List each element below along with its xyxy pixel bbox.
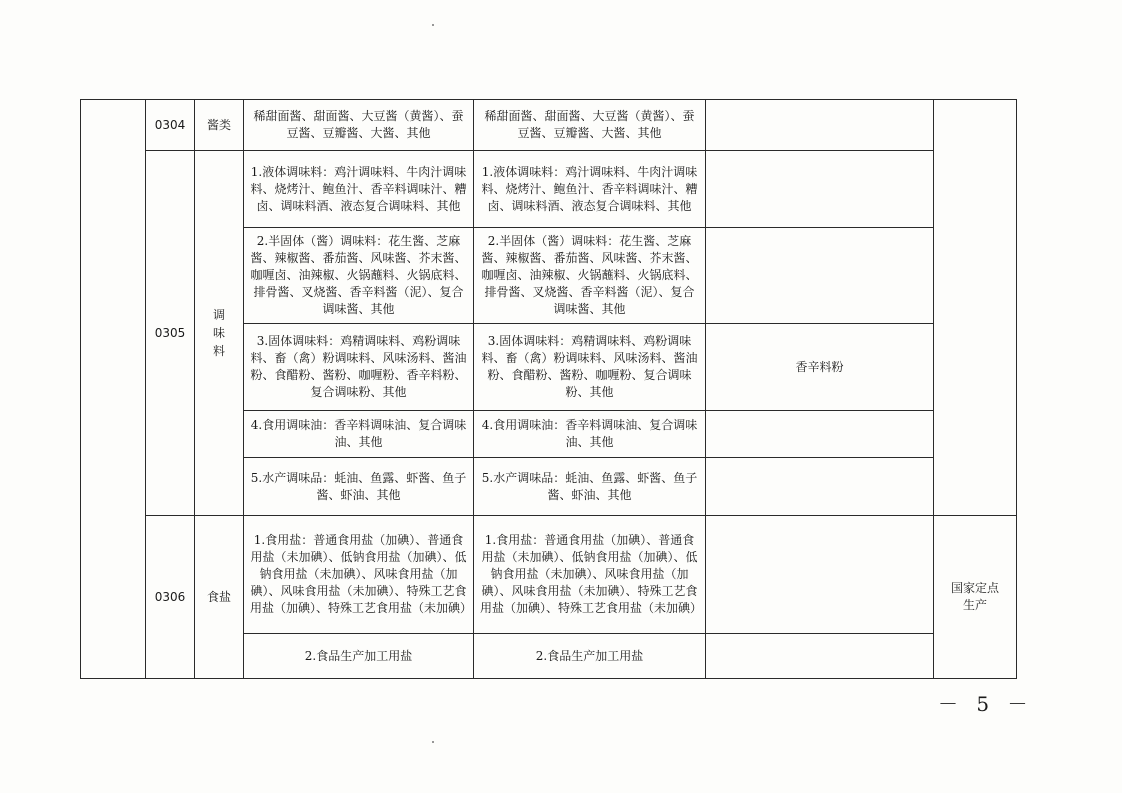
- note-cell: [934, 100, 1017, 516]
- product-detail-cell: 2.半固体（酱）调味料：花生酱、芝麻酱、辣椒酱、番茄酱、风味酱、芥末酱、咖喱卤、油辣椒、火锅蘸料、火锅底料、排骨酱、叉烧酱、香辛料酱（泥）、复合调味酱、其他: [474, 228, 706, 324]
- product-detail-cell: 4.食用调味油：香辛料调味油、复合调味油、其他: [474, 411, 706, 458]
- product-detail-cell: 1.食用盐：普通食用盐（加碘）、普通食用盐（未加碘）、低钠食用盐（加碘）、低钠食用盐（未加碘）、风味食用盐（加碘）、风味食用盐（未加碘）、特殊工艺食用盐（加碘）、特殊工艺食用盐（未加碘）: [244, 516, 474, 634]
- product-detail-cell: 2.食品生产加工用盐: [244, 634, 474, 679]
- product-detail-cell: 1.食用盐：普通食用盐（加碘）、普通食用盐（未加碘）、低钠食用盐（加碘）、低钠食用盐（未加碘）、风味食用盐（加碘）、风味食用盐（未加碘）、特殊工艺食用盐（加碘）、特殊工艺食用盐（未加碘）: [474, 516, 706, 634]
- table-row: [81, 516, 1017, 634]
- category-name-cell: 酱类: [195, 100, 244, 151]
- product-detail-cell: 3.固体调味料：鸡精调味料、鸡粉调味料、畜（禽）粉调味料、风味汤料、酱油粉、食醋粉、酱粉、咖喱粉、香辛料粉、复合调味粉、其他: [244, 324, 474, 411]
- note-cell: [934, 516, 1017, 679]
- product-remark-cell: [706, 151, 934, 228]
- product-detail-cell: 稀甜面酱、甜面酱、大豆酱（黄酱）、蚕豆酱、豆瓣酱、大酱、其他: [244, 100, 474, 151]
- product-remark-cell: [706, 100, 934, 151]
- category-name-cell: 食盐: [195, 516, 244, 679]
- product-detail-cell: 2.半固体（酱）调味料：花生酱、芝麻酱、辣椒酱、番茄酱、风味酱、芥末酱、咖喱卤、油辣椒、火锅蘸料、火锅底料、排骨酱、叉烧酱、香辛料酱（泥）、复合调味酱、其他: [244, 228, 474, 324]
- product-remark-cell: [706, 634, 934, 679]
- category-code-cell: 0304: [146, 100, 195, 151]
- scan-speck: [432, 24, 434, 26]
- note-text: 国家定点生产: [950, 581, 999, 612]
- product-detail-cell: 5.水产调味品：蚝油、鱼露、虾酱、鱼子酱、虾油、其他: [244, 458, 474, 516]
- product-detail-cell: 4.食用调味油：香辛料调味油、复合调味油、其他: [244, 411, 474, 458]
- catalog-table: [80, 99, 1017, 679]
- product-remark-cell: [706, 411, 934, 458]
- product-detail-cell: 1.液体调味料：鸡汁调味料、牛肉汁调味料、烧烤汁、鲍鱼汁、香辛料调味汁、糟卤、调味料酒、液态复合调味料、其他: [474, 151, 706, 228]
- product-remark-cell: 香辛料粉: [706, 324, 934, 411]
- product-remark-cell: [706, 228, 934, 324]
- product-detail-cell: 1.液体调味料：鸡汁调味料、牛肉汁调味料、烧烤汁、鲍鱼汁、香辛料调味汁、糟卤、调味料酒、液态复合调味料、其他: [244, 151, 474, 228]
- scan-speck: [432, 741, 434, 743]
- category-name-cell: [195, 151, 244, 516]
- product-detail-cell: 2.食品生产加工用盐: [474, 634, 706, 679]
- product-remark-cell: [706, 458, 934, 516]
- product-detail-cell: 3.固体调味料：鸡精调味料、鸡粉调味料、畜（禽）粉调味料、风味汤料、酱油粉、食醋粉、酱粉、咖喱粉、复合调味粉、其他: [474, 324, 706, 411]
- category-name-vertical: 调味料: [212, 308, 225, 358]
- table-row: [81, 100, 1017, 151]
- page-number: － 5 －: [938, 692, 1034, 716]
- product-detail-cell: 5.水产调味品：蚝油、鱼露、虾酱、鱼子酱、虾油、其他: [474, 458, 706, 516]
- product-detail-cell: 稀甜面酱、甜面酱、大豆酱（黄酱）、蚕豆酱、豆瓣酱、大酱、其他: [474, 100, 706, 151]
- table-row: [81, 151, 1017, 228]
- blank-left-column-cell: [81, 100, 146, 679]
- product-remark-cell: [706, 516, 934, 634]
- category-code-cell: 0305: [146, 151, 195, 516]
- category-code-cell: 0306: [146, 516, 195, 679]
